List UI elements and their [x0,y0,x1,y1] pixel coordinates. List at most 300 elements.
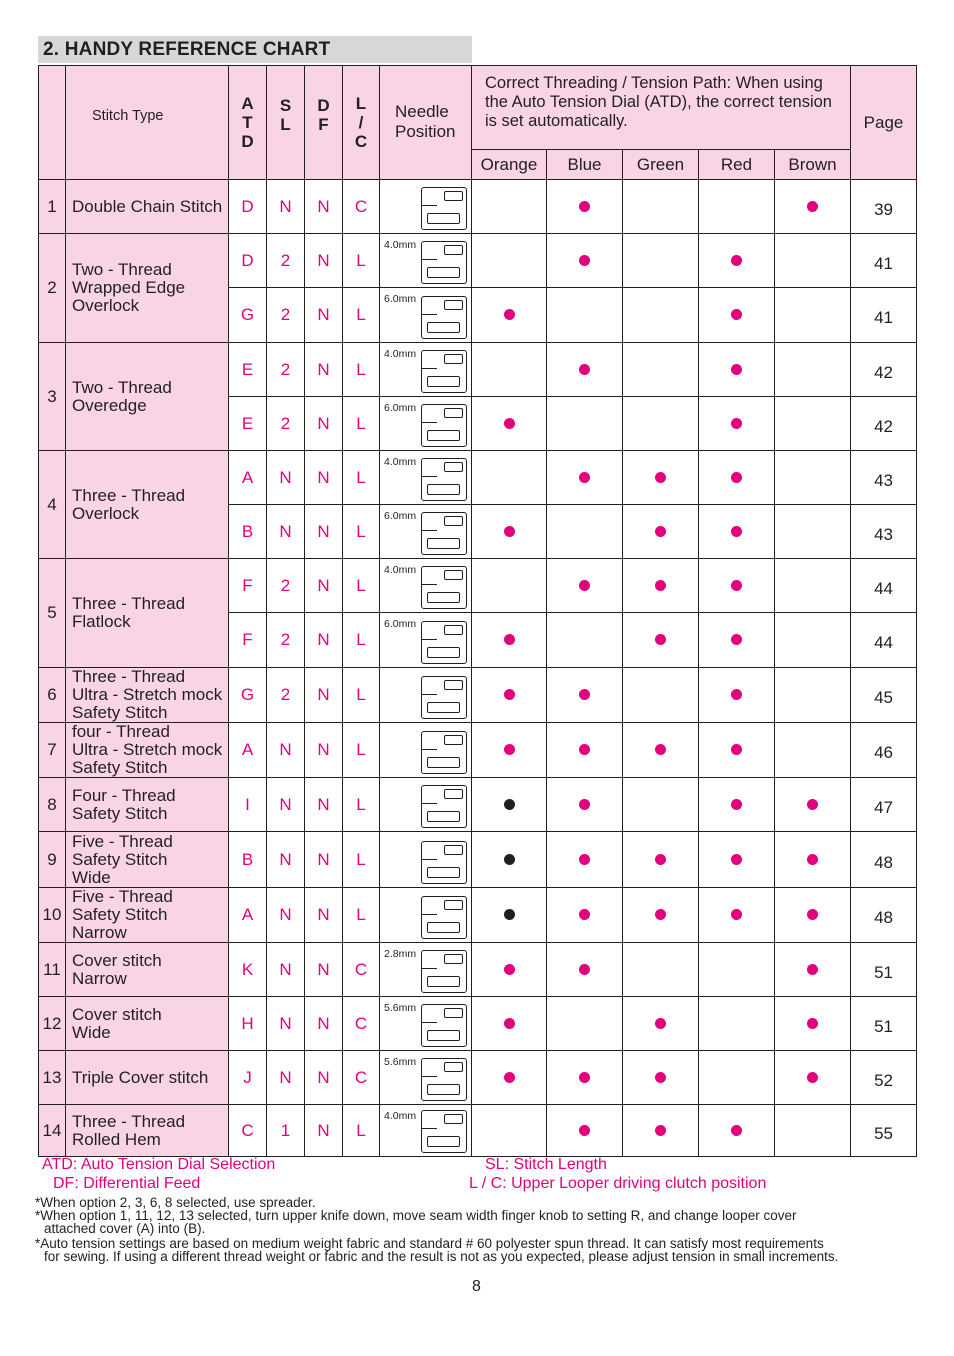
header-threading-path: Correct Threading / Tension Path: When using the Auto Tension Dial (ATD), the correct tension is set automatically. [472,66,851,150]
stitch-type-line: Three - Thread [72,594,186,613]
needle-position [380,832,472,888]
setting-atd: K [229,943,267,997]
page-ref: 41 [851,288,917,343]
thread-orange [472,943,547,997]
thread-dot-icon [579,909,590,920]
thread-blue [547,451,623,505]
header-color-orange: Orange [472,150,547,180]
setting-lc: C [343,997,380,1051]
stitch-number: 6 [39,668,66,723]
setting-atd: A [229,723,267,778]
setting-sl: N [267,888,305,943]
setting-lc: L [343,343,380,397]
thread-brown [775,505,851,559]
thread-dot-icon [731,255,742,266]
page-ref: 46 [851,723,917,778]
needle-position-icon [421,404,467,447]
setting-df: N [305,888,343,943]
needle-position-icon [421,621,467,664]
thread-brown [775,668,851,723]
note-tension-line2: for sewing. If using a different thread weight or fabric and the result is not as you expected, please adjust tension in small increments. [44,1249,839,1264]
page-ref: 44 [851,613,917,668]
needle-position-icon [421,296,467,339]
needle-position-icon [421,676,467,719]
stitch-type-line: Three - Thread [72,667,186,686]
setting-atd: F [229,613,267,668]
setting-lc: L [343,288,380,343]
thread-dot-icon [655,1018,666,1029]
setting-atd: I [229,778,267,832]
setting-lc: L [343,613,380,668]
setting-sl: 2 [267,288,305,343]
thread-dot-icon [504,909,515,920]
thread-dot-icon [504,1018,515,1029]
setting-atd: B [229,505,267,559]
thread-blue [547,1105,623,1157]
thread-dot-icon [807,1018,818,1029]
needle-position [380,343,472,397]
thread-green [623,180,699,234]
setting-sl: N [267,180,305,234]
needle-position-icon [421,1058,467,1101]
thread-dot-icon [655,909,666,920]
thread-dot-icon [504,854,515,865]
needle-width-label: 4.0mm [384,456,417,468]
needle-position [380,180,472,234]
thread-dot-icon [504,1072,515,1083]
header-needle-position: Needle Position [380,66,472,180]
stitch-type [66,343,229,451]
thread-brown [775,343,851,397]
thread-green [623,288,699,343]
needle-position [380,943,472,997]
needle-position [380,778,472,832]
thread-green [623,997,699,1051]
stitch-type-line: Narrow [72,923,127,942]
stitch-number: 5 [39,559,66,668]
thread-dot-icon [579,689,590,700]
thread-orange [472,1051,547,1105]
thread-green [623,451,699,505]
setting-lc: L [343,234,380,288]
thread-red [699,888,775,943]
setting-sl: N [267,997,305,1051]
thread-dot-icon [655,472,666,483]
setting-lc: L [343,451,380,505]
setting-sl: N [267,723,305,778]
thread-red [699,778,775,832]
thread-red [699,505,775,559]
needle-position [380,559,472,613]
stitch-type-line: Five - Thread [72,831,173,851]
setting-sl: 2 [267,234,305,288]
thread-dot-icon [579,964,590,975]
thread-dot-icon [807,799,818,810]
needle-width-label: 4.0mm [384,564,417,576]
thread-dot-icon [731,854,742,865]
thread-dot-icon [579,744,590,755]
chart-row [39,832,917,888]
thread-brown [775,1105,851,1157]
thread-brown [775,888,851,943]
stitch-type [66,234,229,343]
setting-df: N [305,1105,343,1157]
stitch-number: 4 [39,451,66,559]
thread-red [699,668,775,723]
setting-sl: N [267,778,305,832]
needle-position-icon [421,566,467,609]
thread-orange [472,451,547,505]
thread-orange [472,397,547,451]
needle-position-icon [421,896,467,939]
needle-position [380,451,472,505]
stitch-type-line: Wrapped Edge [72,278,186,297]
needle-position [380,723,472,778]
note-tension-line1: *Auto tension settings are based on medium weight fabric and standard # 60 polyester spun thread. It can satisfy most requirements [35,1236,824,1251]
setting-lc: C [343,180,380,234]
setting-df: N [305,997,343,1051]
thread-green [623,505,699,559]
setting-sl: 2 [267,668,305,723]
stitch-type [66,997,229,1051]
thread-blue [547,723,623,778]
stitch-type-line: Wide [72,867,111,887]
setting-df: N [305,343,343,397]
thread-green [623,1051,699,1105]
thread-dot-icon [731,909,742,920]
thread-orange [472,997,547,1051]
stitch-type [66,668,229,723]
header-df: D F [305,66,343,180]
chart-row [39,997,917,1051]
stitch-number: 1 [39,180,66,234]
setting-lc: C [343,943,380,997]
header-number [39,66,66,180]
thread-dot-icon [579,201,590,212]
thread-green [623,723,699,778]
stitch-type-line: Cover stitch [72,950,162,970]
stitch-number: 12 [39,997,66,1051]
stitch-type-line: Ultra - Stretch mock [72,740,223,759]
setting-sl: N [267,505,305,559]
setting-sl: N [267,943,305,997]
thread-red [699,832,775,888]
setting-atd: G [229,668,267,723]
chart-row [39,1105,917,1157]
setting-df: N [305,832,343,888]
needle-position [380,1051,472,1105]
stitch-type-line: Narrow [72,968,127,988]
stitch-type-line: Safety Stitch [72,905,168,924]
thread-dot-icon [504,799,515,810]
needle-position [380,613,472,668]
needle-position-icon [421,1110,467,1153]
thread-red [699,288,775,343]
thread-dot-icon [579,364,590,375]
page-ref: 44 [851,559,917,613]
thread-dot-icon [504,309,515,320]
setting-lc: C [343,1051,380,1105]
setting-df: N [305,288,343,343]
legend-sl: SL: Stitch Length [485,1156,607,1173]
thread-red [699,1051,775,1105]
stitch-type-line: Two - Thread [72,260,172,279]
thread-brown [775,234,851,288]
thread-brown [775,397,851,451]
thread-brown [775,613,851,668]
thread-orange [472,288,547,343]
thread-brown [775,723,851,778]
needle-width-label: 5.6mm [384,1056,417,1068]
thread-orange [472,832,547,888]
chart-row [39,180,917,234]
thread-dot-icon [579,472,590,483]
needle-width-label: 4.0mm [384,239,417,251]
stitch-type-line: four - Thread [72,722,170,741]
setting-lc: L [343,559,380,613]
stitch-type-line: Rolled Hem [72,1129,161,1149]
needle-position [380,505,472,559]
needle-position [380,997,472,1051]
setting-df: N [305,943,343,997]
page-ref: 48 [851,832,917,888]
thread-blue [547,778,623,832]
stitch-type [66,832,229,888]
page-ref: 47 [851,778,917,832]
thread-dot-icon [655,580,666,591]
setting-sl: 2 [267,343,305,397]
thread-orange [472,180,547,234]
needle-position [380,1105,472,1157]
stitch-number: 2 [39,234,66,343]
thread-dot-icon [731,472,742,483]
thread-blue [547,234,623,288]
thread-dot-icon [579,854,590,865]
stitch-type-line: Ultra - Stretch mock [72,685,223,704]
thread-dot-icon [807,964,818,975]
setting-atd: J [229,1051,267,1105]
stitch-type-line: Overedge [72,395,147,415]
thread-brown [775,943,851,997]
page-ref: 48 [851,888,917,943]
thread-brown [775,1051,851,1105]
setting-df: N [305,505,343,559]
header-color-green: Green [623,150,699,180]
page-ref: 45 [851,668,917,723]
stitch-number: 3 [39,343,66,451]
needle-position [380,234,472,288]
thread-dot-icon [504,526,515,537]
setting-lc: L [343,1105,380,1157]
needle-position [380,668,472,723]
page-ref: 39 [851,180,917,234]
thread-red [699,997,775,1051]
setting-lc: L [343,778,380,832]
thread-blue [547,943,623,997]
thread-dot-icon [731,744,742,755]
needle-position-icon [421,785,467,828]
stitch-type [66,451,229,559]
thread-dot-icon [504,744,515,755]
thread-dot-icon [579,255,590,266]
thread-orange [472,723,547,778]
thread-green [623,778,699,832]
thread-dot-icon [731,580,742,591]
header-color-blue: Blue [547,150,623,180]
thread-dot-icon [655,1072,666,1083]
thread-dot-icon [655,1125,666,1136]
stitch-type [66,180,229,234]
needle-width-label: 4.0mm [384,348,417,360]
thread-dot-icon [579,580,590,591]
needle-width-label: 2.8mm [384,948,417,960]
setting-df: N [305,668,343,723]
thread-dot-icon [807,1072,818,1083]
setting-atd: C [229,1105,267,1157]
setting-atd: A [229,888,267,943]
thread-orange [472,234,547,288]
header-sl: S L [267,66,305,180]
thread-green [623,343,699,397]
thread-brown [775,288,851,343]
thread-dot-icon [579,1125,590,1136]
setting-sl: 2 [267,613,305,668]
note-knife-line1: *When option 1, 11, 12, 13 selected, turn upper knife down, move seam width finger knob to setting R, and change looper cover [35,1208,797,1223]
stitch-type [66,943,229,997]
thread-orange [472,778,547,832]
thread-dot-icon [731,309,742,320]
thread-red [699,397,775,451]
header-color-brown: Brown [775,150,851,180]
thread-dot-icon [731,689,742,700]
setting-lc: L [343,505,380,559]
needle-width-label: 6.0mm [384,618,417,630]
thread-orange [472,668,547,723]
thread-dot-icon [504,418,515,429]
stitch-type-line: Two - Thread [72,377,172,397]
chart-row [39,888,917,943]
thread-green [623,234,699,288]
thread-red [699,613,775,668]
stitch-type-line: Cover stitch [72,1004,162,1024]
needle-width-label: 6.0mm [384,293,417,305]
setting-atd: E [229,397,267,451]
stitch-type-line: Safety Stitch [72,803,168,823]
setting-sl: N [267,451,305,505]
thread-blue [547,832,623,888]
thread-brown [775,832,851,888]
thread-red [699,943,775,997]
stitch-number: 7 [39,723,66,778]
thread-brown [775,180,851,234]
thread-green [623,559,699,613]
chart-row [39,668,917,723]
thread-dot-icon [731,799,742,810]
page-ref: 41 [851,234,917,288]
stitch-number: 11 [39,943,66,997]
needle-position-icon [421,241,467,284]
setting-df: N [305,613,343,668]
setting-df: N [305,778,343,832]
note-spreader: *When option 2, 3, 6, 8 selected, use spreader. [35,1195,316,1210]
needle-position-icon [421,187,467,230]
setting-lc: L [343,397,380,451]
thread-dot-icon [579,799,590,810]
page-number: 8 [472,1278,481,1295]
needle-position-icon [421,731,467,774]
needle-position-icon [421,950,467,993]
stitch-number: 14 [39,1105,66,1157]
page-ref: 52 [851,1051,917,1105]
chart-row [39,1051,917,1105]
header-lc: L / C [343,66,380,180]
chart-row [39,559,917,613]
thread-orange [472,343,547,397]
chart-row [39,234,917,288]
thread-brown [775,997,851,1051]
setting-df: N [305,180,343,234]
thread-dot-icon [655,526,666,537]
stitch-number: 8 [39,778,66,832]
page-ref: 42 [851,397,917,451]
thread-orange [472,888,547,943]
setting-lc: L [343,723,380,778]
setting-df: N [305,397,343,451]
setting-lc: L [343,668,380,723]
chart-row [39,451,917,505]
thread-dot-icon [731,634,742,645]
thread-orange [472,613,547,668]
stitch-type-line: Three - Thread [72,485,186,505]
stitch-type-line: Safety Stitch [72,758,168,777]
setting-atd: D [229,234,267,288]
stitch-number: 9 [39,832,66,888]
legend-lc: L / C: Upper Looper driving clutch position [469,1175,767,1192]
chart-row [39,943,917,997]
setting-sl: N [267,1051,305,1105]
header-color-red: Red [699,150,775,180]
thread-red [699,1105,775,1157]
setting-sl: 1 [267,1105,305,1157]
thread-orange [472,505,547,559]
needle-width-label: 6.0mm [384,402,417,414]
thread-dot-icon [504,634,515,645]
setting-lc: L [343,888,380,943]
thread-blue [547,288,623,343]
chart-row [39,723,917,778]
setting-atd: D [229,180,267,234]
stitch-type [66,559,229,668]
thread-blue [547,559,623,613]
stitch-type-line: Overlock [72,296,140,315]
legend-df: DF: Differential Feed [53,1175,201,1192]
thread-dot-icon [504,964,515,975]
needle-position-icon [421,512,467,555]
stitch-type [66,1051,229,1105]
thread-blue [547,997,623,1051]
thread-blue [547,888,623,943]
needle-position [380,397,472,451]
thread-red [699,180,775,234]
setting-atd: E [229,343,267,397]
setting-atd: H [229,997,267,1051]
header-page: Page [851,66,917,180]
thread-brown [775,559,851,613]
chart-row [39,778,917,832]
needle-width-label: 4.0mm [384,1110,417,1122]
needle-position [380,288,472,343]
stitch-type-line: Safety Stitch [72,849,168,869]
